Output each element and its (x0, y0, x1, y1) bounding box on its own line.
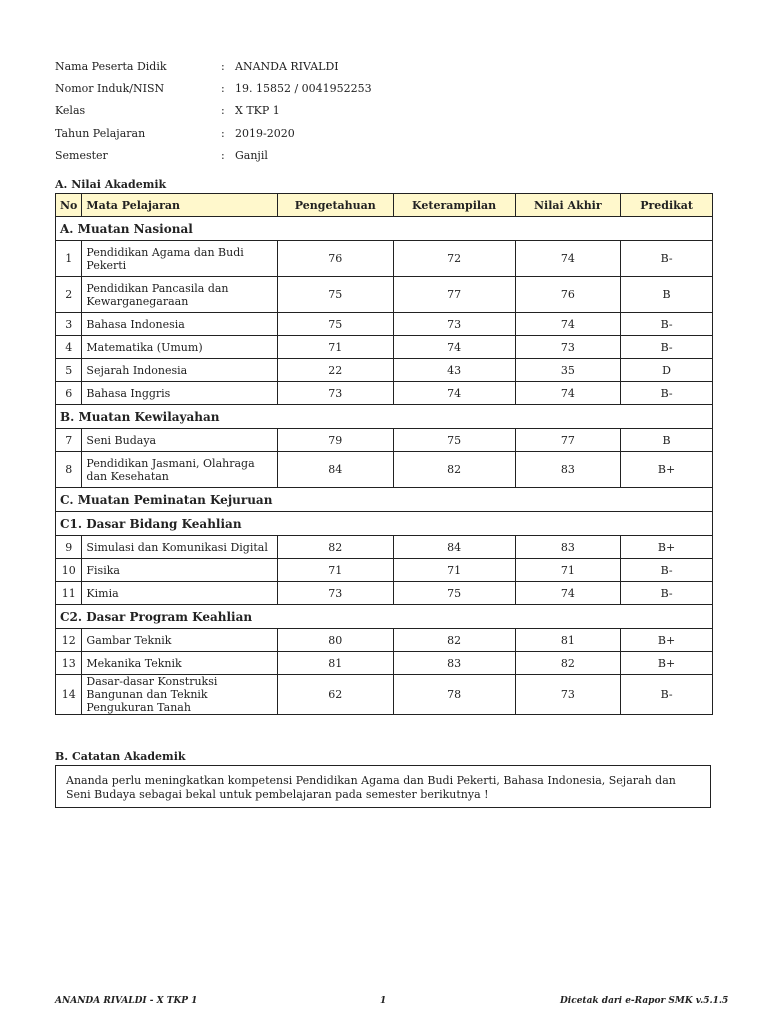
student-info (55, 55, 372, 166)
cell-skill: 82 (393, 452, 515, 488)
cell-knowledge: 73 (277, 582, 393, 605)
group-label: C. Muatan Peminatan Kejuruan (56, 488, 713, 512)
cell-knowledge: 81 (277, 652, 393, 675)
table-row (56, 277, 713, 313)
cell-subject: Bahasa Inggris (82, 382, 277, 405)
cell-knowledge: 75 (277, 313, 393, 336)
cell-subject: Pendidikan Agama dan Budi Pekerti (82, 241, 277, 277)
footer-student: ANANDA RIVALDI - X TKP 1 (55, 996, 198, 1006)
info-label: Tahun Pelajaran (55, 126, 146, 140)
cell-knowledge: 71 (277, 559, 393, 582)
cell-grade: B (621, 277, 713, 313)
cell-knowledge: 84 (277, 452, 393, 488)
info-label: Nama Peserta Didik (55, 59, 167, 73)
table-row (56, 429, 713, 452)
info-row-year (55, 122, 372, 144)
cell-subject: Simulasi dan Komunikasi Digital (82, 536, 277, 559)
cell-final: 35 (515, 359, 621, 382)
cell-grade: B- (621, 313, 713, 336)
cell-final: 74 (515, 582, 621, 605)
cell-skill: 43 (393, 359, 515, 382)
info-row-name (55, 55, 372, 77)
cell-grade: D (621, 359, 713, 382)
cell-grade: B+ (621, 536, 713, 559)
cell-no: 12 (56, 629, 82, 652)
cell-skill: 74 (393, 382, 515, 405)
cell-no: 5 (56, 359, 82, 382)
cell-subject: Fisika (82, 559, 277, 582)
cell-grade: B+ (621, 652, 713, 675)
info-row-class (55, 100, 372, 122)
footer-printed-by: Dicetak dari e-Rapor SMK v.5.1.5 (560, 996, 729, 1006)
cell-knowledge: 79 (277, 429, 393, 452)
cell-subject: Bahasa Indonesia (82, 313, 277, 336)
cell-skill: 82 (393, 629, 515, 652)
cell-skill: 71 (393, 559, 515, 582)
info-value: X TKP 1 (235, 104, 280, 118)
cell-no: 1 (56, 241, 82, 277)
info-colon: : (221, 59, 225, 73)
info-label: Nomor Induk/NISN (55, 81, 165, 95)
cell-no: 6 (56, 382, 82, 405)
group-row (56, 512, 713, 536)
cell-grade: B- (621, 675, 713, 715)
cell-subject: Dasar-dasar Konstruksi Bangunan dan Teknik Pengukuran Tanah (82, 675, 277, 715)
cell-subject: Pendidikan Jasmani, Olahraga dan Kesehatan (82, 452, 277, 488)
table-row (56, 313, 713, 336)
cell-skill: 72 (393, 241, 515, 277)
cell-no: 8 (56, 452, 82, 488)
cell-knowledge: 82 (277, 536, 393, 559)
cell-knowledge: 80 (277, 629, 393, 652)
grades-table (55, 193, 713, 715)
info-colon: : (221, 104, 225, 118)
cell-grade: B- (621, 336, 713, 359)
cell-skill: 74 (393, 336, 515, 359)
table-row (56, 675, 713, 715)
section-a-title: A. Nilai Akademik (55, 178, 167, 191)
info-row-nisn (55, 77, 372, 99)
cell-no: 10 (56, 559, 82, 582)
cell-knowledge: 75 (277, 277, 393, 313)
table-row (56, 241, 713, 277)
cell-no: 7 (56, 429, 82, 452)
table-row (56, 452, 713, 488)
info-colon: : (221, 148, 225, 162)
cell-knowledge: 71 (277, 336, 393, 359)
group-label: A. Muatan Nasional (56, 217, 713, 241)
info-colon: : (221, 81, 225, 95)
cell-subject: Sejarah Indonesia (82, 359, 277, 382)
info-value: Ganjil (235, 148, 268, 162)
info-colon: : (221, 126, 225, 140)
cell-final: 74 (515, 382, 621, 405)
table-row (56, 336, 713, 359)
group-row (56, 405, 713, 429)
info-label: Semester (55, 148, 108, 162)
cell-subject: Matematika (Umum) (82, 336, 277, 359)
cell-skill: 73 (393, 313, 515, 336)
group-row (56, 488, 713, 512)
header-skill: Keterampilan (393, 194, 515, 217)
header-knowledge: Pengetahuan (277, 194, 393, 217)
group-label: C2. Dasar Program Keahlian (56, 605, 713, 629)
cell-grade: B (621, 429, 713, 452)
group-row (56, 605, 713, 629)
footer-page-number: 1 (380, 996, 387, 1006)
cell-final: 73 (515, 336, 621, 359)
cell-final: 81 (515, 629, 621, 652)
info-value: 19. 15852 / 0041952253 (235, 81, 372, 95)
section-b-title: B. Catatan Akademik (55, 750, 186, 763)
cell-subject: Pendidikan Pancasila dan Kewarganegaraan (82, 277, 277, 313)
table-row (56, 536, 713, 559)
cell-grade: B- (621, 241, 713, 277)
cell-no: 11 (56, 582, 82, 605)
group-label: B. Muatan Kewilayahan (56, 405, 713, 429)
cell-final: 83 (515, 452, 621, 488)
table-row (56, 582, 713, 605)
cell-final: 82 (515, 652, 621, 675)
cell-skill: 77 (393, 277, 515, 313)
header-no: No (56, 194, 82, 217)
cell-subject: Mekanika Teknik (82, 652, 277, 675)
cell-no: 13 (56, 652, 82, 675)
cell-subject: Seni Budaya (82, 429, 277, 452)
table-row (56, 359, 713, 382)
table-row (56, 652, 713, 675)
cell-skill: 78 (393, 675, 515, 715)
cell-final: 77 (515, 429, 621, 452)
cell-grade: B- (621, 582, 713, 605)
cell-no: 3 (56, 313, 82, 336)
cell-final: 76 (515, 277, 621, 313)
cell-knowledge: 73 (277, 382, 393, 405)
info-row-semester (55, 144, 372, 166)
group-label: C1. Dasar Bidang Keahlian (56, 512, 713, 536)
info-value: ANANDA RIVALDI (235, 59, 339, 73)
academic-note: Ananda perlu meningkatkan kompetensi Pendidikan Agama dan Budi Pekerti, Bahasa Indonesia, Sejarah dan Seni Budaya sebagai bekal untuk pembelajaran pada semester berikutnya ! (55, 765, 711, 808)
cell-final: 73 (515, 675, 621, 715)
header-grade: Predikat (621, 194, 713, 217)
cell-final: 74 (515, 313, 621, 336)
info-value: 2019-2020 (235, 126, 295, 140)
cell-grade: B- (621, 382, 713, 405)
cell-no: 14 (56, 675, 82, 715)
table-row (56, 629, 713, 652)
cell-grade: B- (621, 559, 713, 582)
header-final: Nilai Akhir (515, 194, 621, 217)
cell-grade: B+ (621, 452, 713, 488)
info-label: Kelas (55, 104, 86, 118)
cell-final: 83 (515, 536, 621, 559)
table-row (56, 559, 713, 582)
cell-knowledge: 62 (277, 675, 393, 715)
header-row (56, 194, 713, 217)
header-subject: Mata Pelajaran (82, 194, 277, 217)
cell-no: 2 (56, 277, 82, 313)
cell-knowledge: 76 (277, 241, 393, 277)
cell-final: 74 (515, 241, 621, 277)
cell-skill: 83 (393, 652, 515, 675)
cell-skill: 75 (393, 582, 515, 605)
table-row (56, 382, 713, 405)
cell-subject: Kimia (82, 582, 277, 605)
cell-final: 71 (515, 559, 621, 582)
cell-skill: 75 (393, 429, 515, 452)
cell-grade: B+ (621, 629, 713, 652)
cell-knowledge: 22 (277, 359, 393, 382)
cell-subject: Gambar Teknik (82, 629, 277, 652)
cell-skill: 84 (393, 536, 515, 559)
cell-no: 9 (56, 536, 82, 559)
group-row (56, 217, 713, 241)
cell-no: 4 (56, 336, 82, 359)
